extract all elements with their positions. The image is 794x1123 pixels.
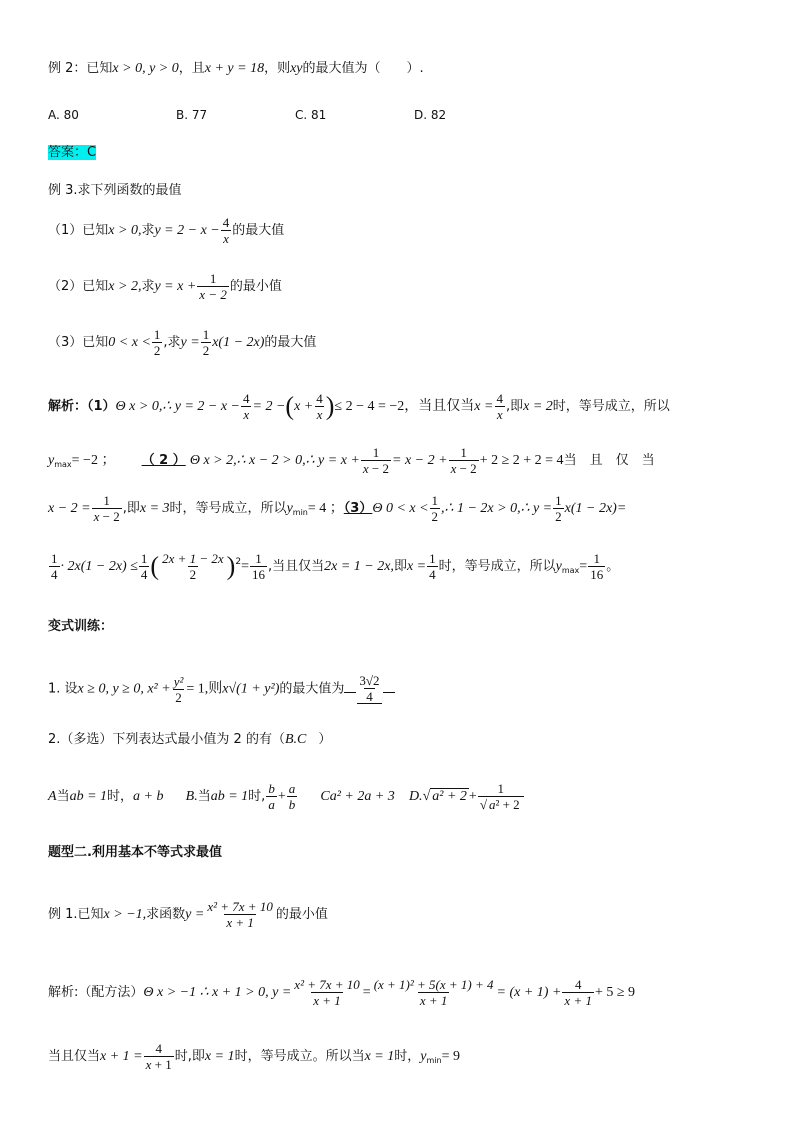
analysis-line-3 <box>48 494 626 523</box>
fraction <box>562 978 594 1007</box>
fraction: $\frac{1}{4}$ <box>429 551 436 582</box>
text: 例 1.已知 <box>48 907 104 922</box>
text: ,即 <box>122 501 140 516</box>
math: x > −1, <box>103 907 147 922</box>
math: · 2x(1 − 2x) ≤ <box>60 559 138 574</box>
math: y = x + <box>154 279 197 294</box>
fraction: $\frac{4}{x}$ <box>243 391 250 422</box>
denominator: 2 <box>175 689 182 705</box>
text: 。 <box>606 559 620 574</box>
text: 2.（多选）下列表达式最小值为 2 的有（ <box>48 732 285 747</box>
analysis-line-2 <box>48 446 655 475</box>
variant-q2-options: A当ab = 1时，a + b B.当ab = 1时, $\frac{b}{a}$ + $\frac{a}{b}$ Ca² + 2a + 3 D.√ a² + 2 + $\frac{1}{\text{√ a² + 2}}$ <box>48 782 525 811</box>
text: 的最小值 <box>275 907 328 922</box>
text: 当 且 仅 当 <box>563 453 655 468</box>
subscript: max <box>54 460 72 469</box>
fraction: $\frac{1}{x - 2}$ <box>93 493 120 524</box>
math: x + 1 = <box>100 1049 143 1064</box>
analysis-line-1 <box>48 392 670 421</box>
part-label: （3） <box>343 501 373 516</box>
text: 时，等号成立，所以 <box>169 501 287 516</box>
math: x > 0, <box>108 223 142 238</box>
subscript: max <box>561 566 580 575</box>
math: y <box>420 1049 427 1064</box>
text: ） <box>318 732 332 747</box>
text: 求 <box>141 223 155 238</box>
math: x + y = 18 <box>204 61 265 76</box>
math: x = 1 <box>364 1049 395 1064</box>
fraction <box>372 978 496 1007</box>
math: a + b <box>133 789 164 804</box>
denominator: x <box>223 231 229 246</box>
denominator: 2 <box>189 567 197 582</box>
option-label: B. <box>185 789 198 804</box>
math: y = 2 − x − <box>154 223 220 238</box>
fraction: $\frac{b}{a}$ <box>268 781 275 812</box>
text: 时，等号成立。所以当 <box>234 1049 365 1064</box>
math: y = <box>180 335 200 350</box>
math: = <box>579 559 588 574</box>
option-label: C <box>320 789 330 804</box>
math: ab = 1 <box>210 789 249 804</box>
answer: B.C <box>284 732 307 747</box>
math: ab = 1 <box>69 789 108 804</box>
math: = x − 2 + <box>392 453 448 468</box>
paren: ( <box>150 551 160 581</box>
text: 解析:（配方法） <box>48 985 144 1000</box>
math: y <box>555 559 562 574</box>
type2-example-1 <box>48 900 328 929</box>
math: = (x + 1) + <box>496 985 562 1000</box>
math: a² + 2 <box>432 789 467 804</box>
math: x(1 − 2x) <box>212 335 265 350</box>
numerator: (x + 1)² + 5(x + 1) + 4 <box>373 977 494 992</box>
text: 即 <box>393 559 407 574</box>
math: a² + 2a + 3 <box>329 789 395 804</box>
denominator: x − 2 <box>199 287 227 302</box>
math: y = <box>185 907 205 922</box>
type2-title: 题型二.利用基本不等式求最值 <box>48 845 222 860</box>
text: 的最大值为 <box>279 681 345 697</box>
numerator: y² <box>173 673 184 689</box>
numerator: 1 <box>202 327 210 342</box>
fraction: $\frac{1}{2}$ <box>431 493 439 524</box>
fraction <box>172 675 186 704</box>
answer-line <box>48 146 96 159</box>
math: = 1,则 <box>186 681 223 697</box>
numerator: 1 <box>209 271 217 286</box>
answer-highlight: 答案：C <box>48 145 97 160</box>
math: Θ 0 < x < <box>372 501 429 516</box>
math: = <box>362 985 371 1000</box>
option-a: A. 80 <box>48 108 79 122</box>
fraction <box>221 216 232 245</box>
part-label: （ 2 ） <box>141 453 186 468</box>
math: = 4 ； <box>307 501 344 516</box>
math: x = 2 <box>523 399 553 414</box>
math: Θ x > 0,∴ y = 2 − x − <box>115 399 240 414</box>
text: 时， <box>107 789 134 804</box>
denominator: 2 <box>202 343 210 358</box>
numerator: 3√2 <box>359 673 380 688</box>
math: x ≥ 0, y ≥ 0, x² + <box>77 681 171 697</box>
text: 时, <box>248 789 266 804</box>
math: x = 3 <box>139 501 170 516</box>
numerator: 2x + 1 − 2x <box>162 551 224 566</box>
text: ,即 <box>505 399 524 414</box>
paren: ( <box>285 391 295 421</box>
example-3-q1 <box>48 216 284 245</box>
math: = 2 − <box>252 399 286 414</box>
text: ，且 <box>178 61 205 76</box>
variant-q1 <box>48 674 395 704</box>
option-b: B. 77 <box>176 108 208 122</box>
fraction: $\frac{1}{16}$ <box>251 551 265 582</box>
math: x > 2, <box>108 279 142 294</box>
text: 当 <box>56 789 70 804</box>
fraction: $\frac{1}{4}$ <box>51 551 58 582</box>
paren: ) <box>325 391 335 421</box>
text: 时,即 <box>174 1049 205 1064</box>
text: 的最大值为（ ）. <box>302 61 424 76</box>
fraction <box>197 272 229 301</box>
text: 例 2：已知 <box>48 61 113 76</box>
math: + 5 ≥ 9 <box>594 985 636 1000</box>
option-label: A <box>48 789 57 804</box>
subscript: min <box>426 1056 442 1065</box>
subscript: min <box>292 508 308 517</box>
variant-q2 <box>48 733 331 747</box>
type2-conclusion <box>48 1042 460 1071</box>
math: ,∴ 1 − 2x > 0,∴ y = <box>441 501 553 516</box>
text: 1. 设 <box>48 681 78 697</box>
text: 时， <box>394 1049 421 1064</box>
example-3-q3 <box>48 328 316 357</box>
analysis-line-4: $\frac{1}{4}$ · 2x(1 − 2x) ≤ $\frac{1}{4}$ ( $\frac{2x + 1 - 2x}{2}$ )$^2$= $\frac{1}{16}$ ,当且仅当2x = 1 − 2x,即x = $\frac{1}{4}$ 时，等号成立，所以$y_{max}=$ $\frac{1}{16}$ 。 <box>51 551 620 582</box>
text: 求函数 <box>146 907 186 922</box>
text: 求 <box>141 279 155 294</box>
numerator: 1 <box>153 327 161 342</box>
math: xy <box>290 61 303 76</box>
option-label: D. <box>408 789 423 804</box>
math: y <box>286 501 293 516</box>
variant-title: 变式训练： <box>48 619 114 634</box>
math: 0 < x < <box>108 335 151 350</box>
math: 2x = 1 − 2x, <box>324 559 394 574</box>
numerator: x² + 7x + 10 <box>294 977 360 992</box>
analysis-label: 解析：（1） <box>48 399 116 414</box>
option-c: C. 81 <box>295 108 327 122</box>
math: Θ x > 2,∴ x − 2 > 0,∴ y = x + <box>189 453 360 468</box>
denominator: 2 <box>153 343 161 358</box>
numerator: x² + 7x + 10 <box>207 899 273 914</box>
fraction: $\frac{1}{16}$ <box>590 551 604 582</box>
answer-fraction <box>357 674 381 704</box>
fraction: $\frac{1}{x - 2}$ <box>362 445 389 476</box>
math: x = <box>406 559 427 574</box>
fraction <box>292 978 361 1007</box>
text: ,当且仅当 <box>267 559 325 574</box>
text: 的最大值 <box>264 335 317 350</box>
math: = <box>241 559 249 574</box>
example-3-q2 <box>48 272 282 301</box>
math: x > 0, y > 0 <box>112 61 179 76</box>
fraction: $\frac{4}{x}$ <box>496 391 503 422</box>
fraction <box>160 552 226 581</box>
text: 的最大值 <box>232 223 285 238</box>
fraction <box>152 328 163 357</box>
numerator: 4 <box>222 215 230 230</box>
text: 当 <box>197 789 211 804</box>
fraction: $\frac{1}{2}$ <box>555 493 562 524</box>
numerator: 4 <box>574 977 582 992</box>
text: 当且仅当 <box>48 1049 101 1064</box>
fraction: $\frac{a}{b}$ <box>288 781 296 812</box>
denominator: 4 <box>366 689 373 704</box>
option-d: D. 82 <box>414 108 447 122</box>
math: x = <box>474 399 494 414</box>
math: y <box>48 453 55 468</box>
math: x = 1 <box>204 1049 235 1064</box>
example-3-title: 例 3.求下列函数的最值 <box>48 183 182 198</box>
math: x(1 − 2x)= <box>564 501 627 516</box>
text: ，则 <box>264 61 291 76</box>
text: （3）已知 <box>48 335 109 350</box>
math: x − 2 = <box>48 501 91 516</box>
denominator: x + 1 <box>564 993 592 1008</box>
paren: ) <box>226 551 236 581</box>
example-2-question <box>48 62 424 76</box>
text: 时，等号成立，所以 <box>438 559 556 574</box>
denominator: x + 1 <box>226 915 254 930</box>
fraction <box>201 328 212 357</box>
text: 的最小值 <box>229 279 282 294</box>
text: （2）已知 <box>48 279 109 294</box>
math: + 2 ≥ 2 + 2 = 4 <box>479 453 564 468</box>
text: 时，等号成立，所以 <box>552 399 670 414</box>
math: ≤ 2 − 4 = −2，当且仅当 <box>334 399 475 414</box>
fraction: $\frac{1}{4}$ <box>140 551 148 582</box>
text: ,求 <box>163 335 181 350</box>
math: = −2 ； <box>71 453 116 468</box>
denominator: x + 1 <box>313 993 341 1008</box>
text: （1）已知 <box>48 223 109 238</box>
math: Θ x > −1 ∴ x + 1 > 0, y = <box>143 985 292 1000</box>
fraction: $\frac{1}{x - 2}$ <box>450 445 477 476</box>
math: x + <box>294 399 314 414</box>
denominator: x + 1 <box>419 993 448 1008</box>
type2-solution <box>48 978 635 1007</box>
fraction <box>205 900 274 929</box>
math: = 9 <box>441 1049 460 1064</box>
fraction: $\frac{4}{x}$ <box>316 391 323 422</box>
fraction: $\frac{4}{x + 1}$ <box>145 1041 172 1072</box>
fraction: $\frac{1}{\text{√ a² + 2}}$ <box>478 782 524 811</box>
math: x√(1 + y²) <box>222 681 280 697</box>
